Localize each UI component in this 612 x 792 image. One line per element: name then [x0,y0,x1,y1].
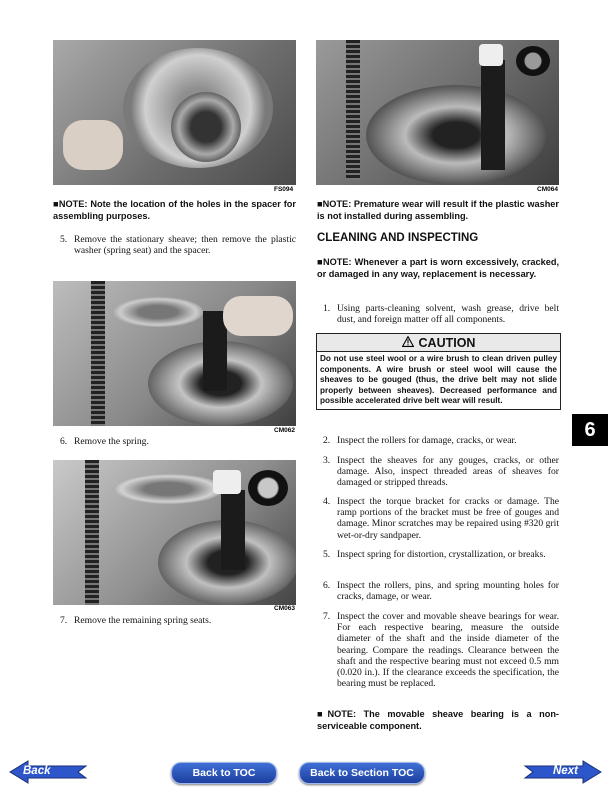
back-label: Back [23,765,51,777]
photo-cm062 [53,281,296,426]
step-7-bearings [323,611,559,689]
next-label: Next [553,765,578,777]
note-premature-wear: ■NOTE: Premature wear will result if the plastic washer is not installed during assembling. [317,199,559,221]
next-link[interactable] [523,758,603,786]
step-number: 1. [323,303,331,314]
step-text: Using parts-cleaning solvent, wash grease, drive belt dust, and foreign matter off all components. [337,303,559,326]
caution-text: Do not use steel wool or a wire brush to clean driven pulley components. A wire brush or steel wool will cause the sheaves to be gouged (thus, the drive belt may not slide properly between sheaves). Decreased performance and possible accelerated drive belt wear will result. [320,354,557,406]
caution-box [316,333,561,410]
note-spacer-holes: ■NOTE: Note the location of the holes in the spacer for assembling purposes. [53,199,296,221]
step-5-remove-sheave [60,234,296,256]
step-text: Remove the remaining spring seats. [74,615,212,626]
step-7-remove-spring-seats [60,615,296,626]
step-text: Remove the stationary sheave; then remove the plastic washer (spring seat) and the spacer. [74,234,296,257]
warning-triangle-icon [402,336,414,350]
step-number: 2. [323,435,331,446]
step-number: 5. [323,549,331,560]
step-number: 7. [323,611,331,622]
step-number: 6. [60,436,68,447]
step-number: 7. [60,615,68,626]
step-text: Remove the spring. [74,436,149,447]
back-link[interactable] [8,758,88,786]
figure-id-cm062: CM062 [274,427,295,434]
step-3-sheaves [323,455,559,489]
step-1-clean [323,303,559,325]
step-number: 5. [60,234,68,245]
figure-id-fs094: FS094 [274,186,294,193]
caution-header [317,334,560,352]
step-number: 3. [323,455,331,466]
step-text: Inspect the rollers for damage, cracks, or wear. [337,435,517,446]
step-text: Inspect the torque bracket for cracks or damage. The ramp portions of the bracket must be free of gouges and damage. Minor scratches may be repaired using #320 grit wet-or-dry sandpaper. [337,496,559,541]
step-text: Inspect spring for distortion, crystallization, or breaks. [337,549,546,560]
step-6-remove-spring [60,436,296,447]
step-number: 6. [323,580,331,591]
step-4-torque-bracket [323,496,559,541]
note-bearing-non-serviceable: ■NOTE: The movable sheave bearing is a non-serviceable component. [317,709,559,731]
step-5-spring [323,549,559,560]
back-to-section-toc-button[interactable]: Back to Section TOC [299,762,425,784]
step-number: 4. [323,496,331,507]
step-text: Inspect the sheaves for any gouges, cracks, or other damage. Also, inspect threaded areas of sheaves for damaged or stripped threads. [337,455,559,489]
photo-fs094 [53,40,296,185]
photo-cm064 [316,40,559,185]
back-to-toc-button[interactable]: Back to TOC [171,762,277,784]
step-text: Inspect the cover and movable sheave bearings for wear. For each respective bearing, measure the outside diameter of the shaft and the inside diameter of the bearing. Compare the readings. Clearance between the shaft and the respective bearing must not exceed 0.5 mm (0.020 in.). If the clearance exceeds the specification, the bearing must be replaced. [337,611,559,690]
step-2-rollers [323,435,559,446]
step-6-pins-holes [323,580,559,602]
section-tab: 6 [572,414,608,446]
section-heading: CLEANING AND INSPECTING [317,232,479,244]
figure-id-cm063: CM063 [274,605,295,612]
note-replacement: ■NOTE: Whenever a part is worn excessively, cracked, or damaged in any way, replacement is necessary. [317,257,559,279]
caution-title: CAUTION [418,335,476,350]
photo-cm063 [53,460,296,605]
figure-id-cm064: CM064 [537,186,558,193]
step-text: Inspect the rollers, pins, and spring mounting holes for cracks, damage, or wear. [337,580,559,603]
